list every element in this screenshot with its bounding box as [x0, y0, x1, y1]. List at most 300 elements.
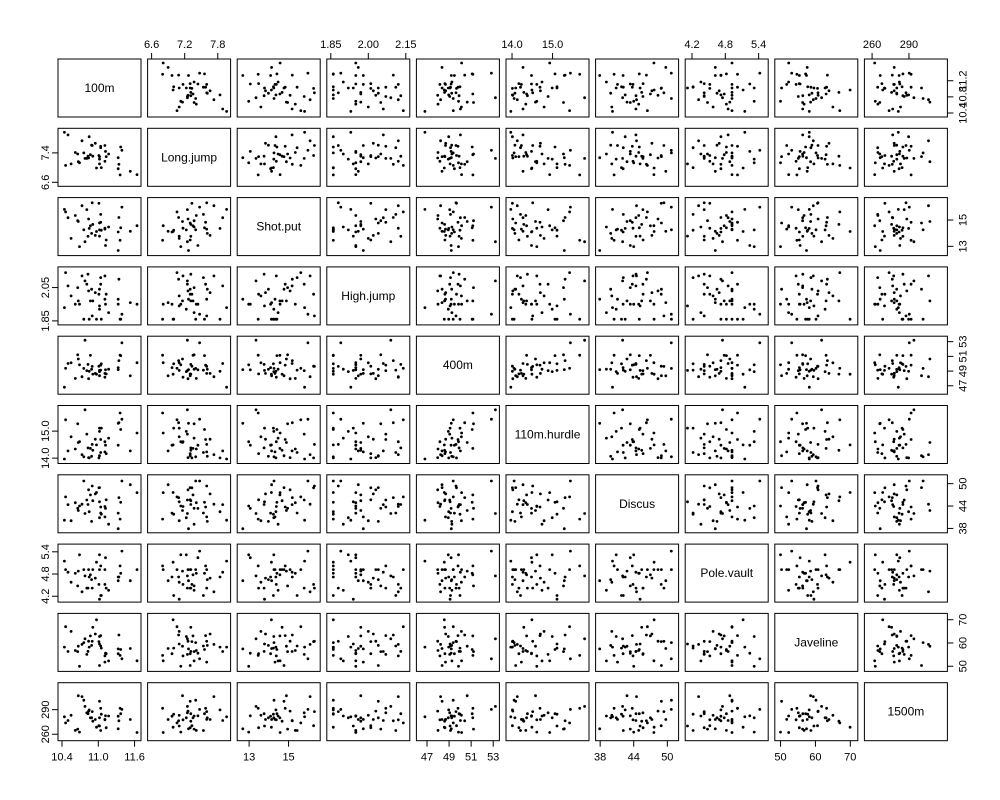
data-point [342, 226, 345, 229]
data-point [349, 646, 352, 649]
data-point [556, 725, 559, 728]
data-point [197, 714, 200, 717]
data-point [275, 505, 278, 508]
data-point [453, 231, 456, 234]
data-point [805, 249, 808, 252]
data-point [568, 496, 571, 499]
data-point [349, 715, 352, 718]
data-point [539, 372, 542, 375]
data-point [118, 163, 121, 166]
data-point [884, 365, 887, 368]
data-point [795, 583, 798, 586]
data-point [87, 568, 90, 571]
data-point [354, 244, 357, 247]
data-point [621, 408, 624, 411]
data-point [118, 719, 121, 722]
data-point [286, 585, 289, 588]
data-point [743, 646, 746, 649]
data-point [562, 353, 565, 356]
data-point [797, 499, 800, 502]
data-point [94, 142, 97, 145]
data-point [392, 634, 395, 637]
data-point [205, 516, 208, 519]
data-point [182, 655, 185, 658]
data-point [547, 157, 550, 160]
data-point [78, 553, 81, 556]
data-point [620, 318, 623, 321]
data-point [70, 361, 73, 364]
data-point [296, 594, 299, 597]
data-point [272, 318, 275, 321]
data-point [450, 303, 453, 306]
data-point [563, 527, 566, 530]
data-point [817, 157, 820, 160]
data-point [285, 570, 288, 573]
data-point [849, 373, 852, 376]
data-point [276, 501, 279, 504]
data-point [162, 361, 165, 364]
data-point [74, 501, 77, 504]
data-point [610, 163, 613, 166]
data-point [522, 483, 525, 486]
data-point [67, 650, 70, 653]
data-point [686, 427, 689, 430]
data-point [568, 625, 571, 628]
data-point [748, 244, 751, 247]
data-point [562, 219, 565, 222]
data-point [522, 718, 525, 721]
data-point [881, 652, 884, 655]
data-point [67, 450, 70, 453]
data-point [205, 91, 208, 94]
data-point [162, 568, 165, 571]
data-point [525, 354, 528, 357]
data-point [812, 375, 815, 378]
data-point [811, 520, 814, 523]
data-point [104, 303, 107, 306]
data-point [450, 74, 453, 77]
data-point [922, 152, 925, 155]
data-point [359, 93, 362, 96]
data-point [99, 451, 102, 454]
data-point [198, 206, 201, 209]
data-point [449, 163, 452, 166]
data-point [384, 86, 387, 89]
data-point [472, 650, 475, 653]
data-point [303, 715, 306, 718]
data-point [522, 626, 525, 629]
data-point [876, 86, 879, 89]
data-point [883, 427, 886, 430]
data-point [629, 150, 632, 153]
data-point [283, 664, 286, 667]
panel-discus-vs-shot-put [237, 475, 320, 533]
data-point [640, 568, 643, 571]
data-point [548, 224, 551, 227]
data-point [799, 444, 802, 447]
right-axis-100m [947, 70, 969, 123]
data-point [878, 650, 881, 653]
data-point [117, 648, 120, 651]
data-point [91, 155, 94, 158]
data-point [609, 455, 612, 458]
data-point [337, 365, 340, 368]
data-point [564, 216, 567, 219]
data-point [610, 295, 613, 298]
data-point [167, 301, 170, 304]
data-point [811, 288, 814, 291]
data-point [873, 224, 876, 227]
data-point [167, 579, 170, 582]
data-point [632, 227, 635, 230]
data-point [457, 283, 460, 286]
data-point [514, 486, 517, 489]
data-point [449, 87, 452, 90]
data-point [611, 386, 614, 389]
data-point [874, 363, 877, 366]
data-point [725, 303, 728, 306]
data-point [635, 204, 638, 207]
data-point [359, 441, 362, 444]
data-point [399, 447, 402, 450]
data-point [490, 480, 493, 483]
data-point [522, 647, 525, 650]
data-point [463, 278, 466, 281]
data-point [354, 512, 357, 515]
data-point [890, 626, 893, 629]
data-point [264, 493, 267, 496]
data-point [189, 503, 192, 506]
data-point [191, 486, 194, 489]
data-point [801, 219, 804, 222]
data-point [91, 587, 94, 590]
data-point [891, 571, 894, 574]
data-point [522, 170, 525, 173]
data-point [377, 664, 380, 667]
tick-label: 11.6 [124, 751, 145, 764]
data-point [664, 230, 667, 233]
data-point [181, 300, 184, 303]
data-point [399, 712, 402, 715]
data-point [524, 729, 527, 732]
data-point [177, 421, 180, 424]
data-point [892, 505, 895, 508]
data-point [534, 694, 537, 697]
data-point [177, 278, 180, 281]
data-point [805, 74, 808, 77]
data-point [899, 630, 902, 633]
data-point [263, 712, 266, 715]
data-point [257, 518, 260, 521]
data-point [494, 157, 497, 160]
data-point [394, 146, 397, 149]
data-point [903, 208, 906, 211]
data-point [531, 230, 534, 233]
data-point [205, 587, 208, 590]
data-point [459, 450, 462, 453]
data-point [117, 249, 120, 252]
data-point [85, 283, 88, 286]
data-point [779, 505, 782, 508]
data-point [352, 643, 355, 646]
data-point [379, 507, 382, 510]
data-point [718, 89, 721, 92]
data-point [359, 694, 362, 697]
data-point [568, 568, 571, 571]
data-point [449, 500, 452, 503]
data-point [81, 139, 84, 142]
data-point [374, 94, 377, 97]
data-point [284, 565, 287, 568]
data-point [556, 87, 559, 90]
data-point [362, 249, 365, 252]
tick-label: 47 [957, 379, 970, 392]
data-point [206, 520, 209, 523]
data-point [270, 561, 273, 564]
data-point [611, 131, 614, 134]
data-point [471, 635, 474, 638]
data-point [569, 206, 572, 209]
data-point [377, 644, 380, 647]
data-point [99, 283, 102, 286]
data-point [99, 146, 102, 149]
data-point [289, 456, 292, 459]
data-point [104, 244, 107, 247]
data-point [703, 208, 706, 211]
data-point [161, 654, 164, 657]
data-point [463, 163, 466, 166]
data-point [640, 449, 643, 452]
data-point [444, 633, 447, 636]
data-point [907, 370, 910, 373]
data-point [568, 367, 571, 370]
data-point [795, 718, 798, 721]
data-point [64, 722, 67, 725]
data-point [249, 83, 252, 86]
data-point [257, 174, 260, 177]
data-point [104, 150, 107, 153]
data-point [377, 700, 380, 703]
data-point [257, 373, 260, 376]
data-point [354, 167, 357, 170]
data-point [670, 97, 673, 100]
data-point [384, 711, 387, 714]
data-point [191, 640, 194, 643]
data-point [402, 722, 405, 725]
data-point [471, 494, 474, 497]
data-point [307, 72, 310, 75]
data-point [888, 418, 891, 421]
data-point [824, 229, 827, 232]
data-point [632, 583, 635, 586]
data-point [63, 208, 66, 211]
data-point [605, 660, 608, 663]
data-point [299, 722, 302, 725]
data-point [905, 488, 908, 491]
data-point [275, 370, 278, 373]
data-point [384, 438, 387, 441]
data-point [119, 226, 122, 229]
data-point [263, 503, 266, 506]
data-point [129, 647, 132, 650]
data-point [98, 457, 101, 460]
data-point [389, 240, 392, 243]
data-point [313, 640, 316, 643]
data-point [530, 507, 533, 510]
data-point [642, 157, 645, 160]
data-point [193, 81, 196, 84]
data-point [613, 318, 616, 321]
data-point [359, 720, 362, 723]
data-point [640, 626, 643, 629]
data-point [609, 368, 612, 371]
data-point [87, 363, 90, 366]
data-point [384, 221, 387, 224]
data-point [352, 163, 355, 166]
data-point [269, 576, 272, 579]
data-point [913, 339, 916, 342]
data-point [613, 239, 616, 242]
data-point [712, 237, 715, 240]
data-point [466, 160, 469, 163]
data-point [838, 496, 841, 499]
data-point [927, 275, 930, 278]
data-point [720, 318, 723, 321]
panel-frame [58, 544, 141, 602]
data-point [797, 433, 800, 436]
data-point [660, 724, 663, 727]
data-point [801, 719, 804, 722]
data-point [384, 506, 387, 509]
data-point [653, 726, 656, 729]
data-point [551, 308, 554, 311]
data-point [531, 201, 534, 204]
data-point [893, 374, 896, 377]
data-point [873, 432, 876, 435]
data-point [267, 144, 270, 147]
data-point [620, 647, 623, 650]
data-point [198, 313, 201, 316]
data-point [119, 146, 122, 149]
data-point [161, 565, 164, 568]
data-point [825, 707, 828, 710]
data-point [780, 700, 783, 703]
data-point [808, 709, 811, 712]
data-point [723, 300, 726, 303]
data-point [241, 74, 244, 77]
tick-label: 60 [809, 751, 822, 764]
data-point [905, 91, 908, 94]
data-point [189, 94, 192, 97]
data-point [725, 73, 728, 76]
data-point [203, 226, 206, 229]
data-point [817, 710, 820, 713]
data-point [272, 713, 275, 716]
data-point [824, 370, 827, 373]
data-point [895, 644, 898, 647]
panel-javeline-vs-400m [416, 613, 499, 671]
data-point [514, 700, 517, 703]
data-point [441, 700, 444, 703]
data-point [849, 230, 852, 233]
data-point [637, 729, 640, 732]
data-point [209, 291, 212, 294]
data-point [551, 229, 554, 232]
data-point [808, 715, 811, 718]
tick-label: 44 [627, 751, 640, 764]
data-point [758, 657, 761, 660]
data-point [642, 369, 645, 372]
data-point [104, 227, 107, 230]
data-point [635, 216, 638, 219]
data-point [449, 598, 452, 601]
data-point [384, 145, 387, 148]
data-point [455, 293, 458, 296]
data-point [539, 89, 542, 92]
data-point [313, 144, 316, 147]
data-point [720, 709, 723, 712]
data-point [801, 353, 804, 356]
data-point [622, 366, 625, 369]
data-point [725, 103, 728, 106]
data-point [463, 719, 466, 722]
data-point [787, 81, 790, 84]
data-point [898, 589, 901, 592]
data-point [516, 503, 519, 506]
data-point [569, 72, 572, 75]
data-point [615, 553, 618, 556]
data-point [372, 89, 375, 92]
data-point [893, 579, 896, 582]
data-point [511, 227, 514, 230]
data-point [642, 653, 645, 656]
data-point [622, 146, 625, 149]
data-point [285, 101, 288, 104]
data-point [913, 575, 916, 578]
data-point [725, 318, 728, 321]
data-point [241, 727, 244, 730]
data-point [910, 438, 913, 441]
data-point [753, 430, 756, 433]
data-point [205, 640, 208, 643]
data-point [389, 339, 392, 342]
panel-frame [327, 128, 410, 186]
data-point [708, 640, 711, 643]
data-point [901, 229, 904, 232]
data-point [192, 93, 195, 96]
data-point [878, 286, 881, 289]
data-point [798, 239, 801, 242]
data-point [225, 386, 228, 389]
data-point [267, 578, 270, 581]
data-point [895, 229, 898, 232]
data-point [185, 87, 188, 90]
data-point [806, 362, 809, 365]
data-point [273, 699, 276, 702]
data-point [895, 430, 898, 433]
data-point [332, 594, 335, 597]
data-point [718, 493, 721, 496]
data-point [397, 695, 400, 698]
data-point [439, 643, 442, 646]
data-point [720, 163, 723, 166]
data-point [289, 290, 292, 293]
data-point [161, 73, 164, 76]
data-point [455, 443, 458, 446]
data-point [270, 726, 273, 729]
data-point [213, 204, 216, 207]
data-point [312, 293, 315, 296]
